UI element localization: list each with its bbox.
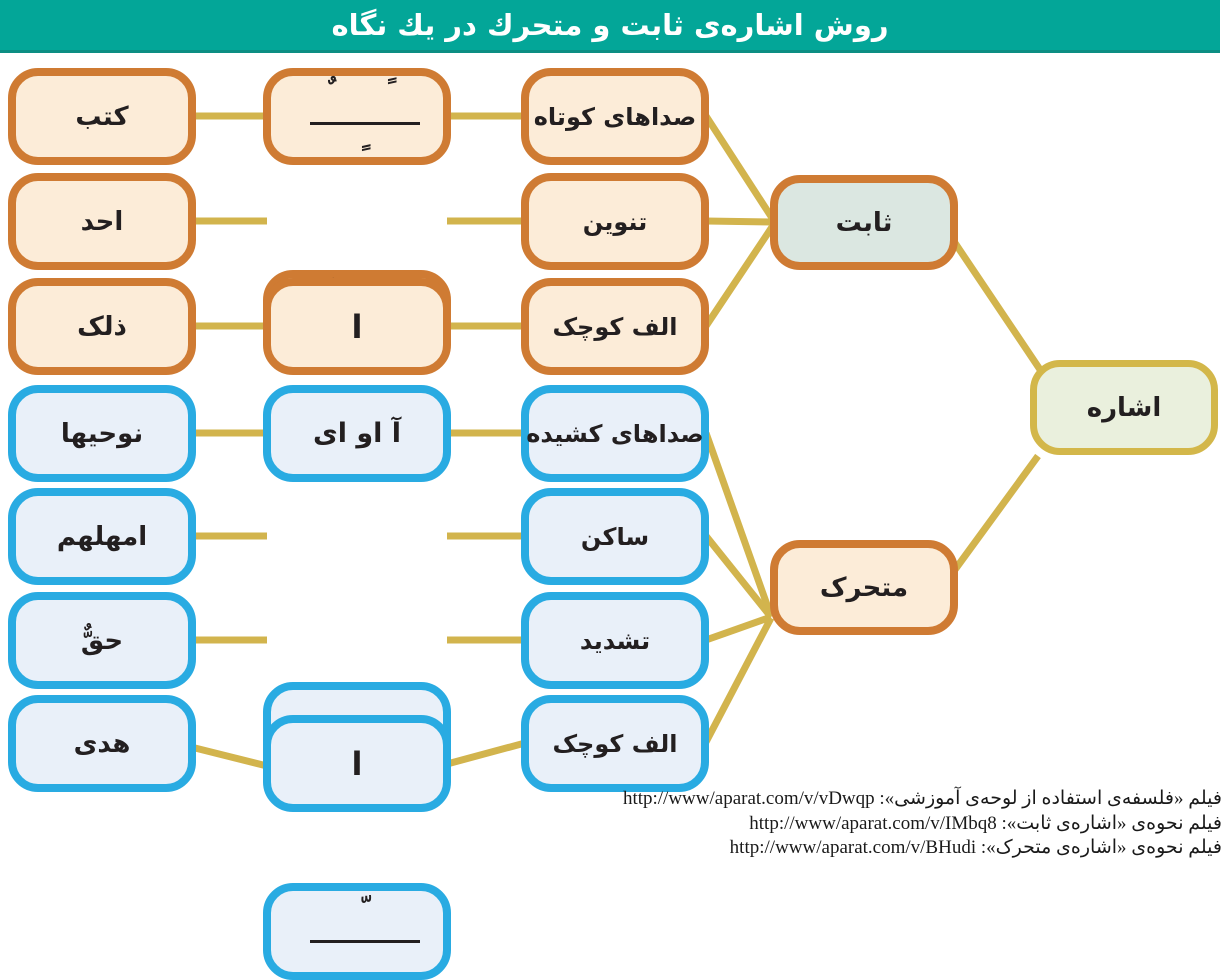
- shadda-mark: ّ: [358, 894, 370, 929]
- category-box-small-alef-moving: [521, 695, 709, 792]
- connector-line: [706, 224, 774, 326]
- footer-line-2: [623, 812, 1222, 837]
- node-eshareh: [1030, 360, 1218, 455]
- node-sabet: [770, 175, 958, 270]
- connector-line: [954, 456, 1038, 571]
- category-label: تشدید: [579, 626, 651, 655]
- word-label: حقٌّ: [80, 625, 124, 656]
- category-label: تنوین: [582, 207, 648, 236]
- page-title: روش اشاره‌ی ثابت و متحرك در يك نگاه: [331, 8, 889, 42]
- word-label: احد: [80, 206, 124, 237]
- word-label: ذلک: [77, 311, 127, 342]
- footer-line-1: [623, 787, 1222, 812]
- category-box-long-sounds: [521, 385, 709, 482]
- category-label: ساکن: [580, 522, 650, 551]
- node-sabet-label: ثابت: [835, 207, 893, 238]
- category-label: الف کوچک: [552, 312, 678, 341]
- word-box-haqq: [8, 592, 196, 689]
- category-box-short-sounds: [521, 68, 709, 165]
- category-box-tanwin: [521, 173, 709, 270]
- symbol-box-row3: [263, 278, 451, 375]
- word-box-nuhiha: [8, 385, 196, 482]
- footer-links: [623, 787, 1222, 861]
- connector-line: [706, 116, 774, 221]
- symbol-box-row1: [263, 68, 451, 165]
- word-label: کتب: [75, 101, 129, 132]
- category-box-saken: [521, 488, 709, 585]
- word-label: نوحیها: [60, 418, 144, 449]
- word-label: هدی: [73, 728, 131, 759]
- connector-line: [706, 433, 771, 616]
- word-box-hoda: [8, 695, 196, 792]
- footer-line-3-url: http://www/aparat.com/v/BHudi: [729, 837, 977, 858]
- title-bar: [0, 0, 1220, 53]
- kasratan-mark: ٍ: [358, 117, 370, 152]
- category-label: الف کوچک: [552, 729, 678, 758]
- category-box-small-alef-fixed: [521, 278, 709, 375]
- dammatan-mark: ٌ: [324, 75, 336, 110]
- symbol-box-row6: [263, 883, 451, 980]
- category-label: صداهای کشیده: [526, 419, 704, 448]
- node-motaharrek: [770, 540, 958, 635]
- connector-line: [953, 240, 1041, 371]
- small-alef-symbol: ا: [351, 307, 363, 346]
- category-label: صداهای کوتاه: [533, 102, 697, 131]
- category-box-tashdid: [521, 592, 709, 689]
- fathatan-mark: ً: [384, 75, 396, 110]
- connector-line: [706, 536, 771, 617]
- symbol-box-row4: [263, 385, 451, 482]
- connector-line: [706, 221, 774, 222]
- node-motaharrek-label: متحرک: [819, 572, 909, 603]
- word-box-amhelhom: [8, 488, 196, 585]
- word-box-ahad: [8, 173, 196, 270]
- node-eshareh-label: اشاره: [1086, 392, 1162, 423]
- symbol-box-row7: [263, 715, 451, 812]
- footer-line-2-label: فیلم نحوه‌ی «اشاره‌ی ثابت»:: [1001, 812, 1222, 834]
- footer-line-2-url: http://www/aparat.com/v/IMbq8: [749, 812, 997, 834]
- footer-line-3-label: فیلم نحوه‌ی «اشاره‌ی متحرک»:: [980, 837, 1222, 858]
- word-box-kotob: [8, 68, 196, 165]
- footer-line-3: [623, 836, 1222, 861]
- small-alef-symbol: ا: [351, 744, 363, 783]
- word-box-zalek: [8, 278, 196, 375]
- base-line: [310, 940, 420, 943]
- connector-line: [447, 743, 525, 764]
- long-vowels-symbol: آ او ای: [312, 418, 402, 449]
- connector-line: [191, 747, 267, 766]
- footer-line-1-url: http://www/aparat.com/v/vDwqp: [622, 788, 875, 809]
- footer-line-1-label: فیلم «فلسفه‌ی استفاده از لوحه‌ی آموزشی»:: [879, 788, 1222, 809]
- word-label: امهلهم: [56, 521, 148, 552]
